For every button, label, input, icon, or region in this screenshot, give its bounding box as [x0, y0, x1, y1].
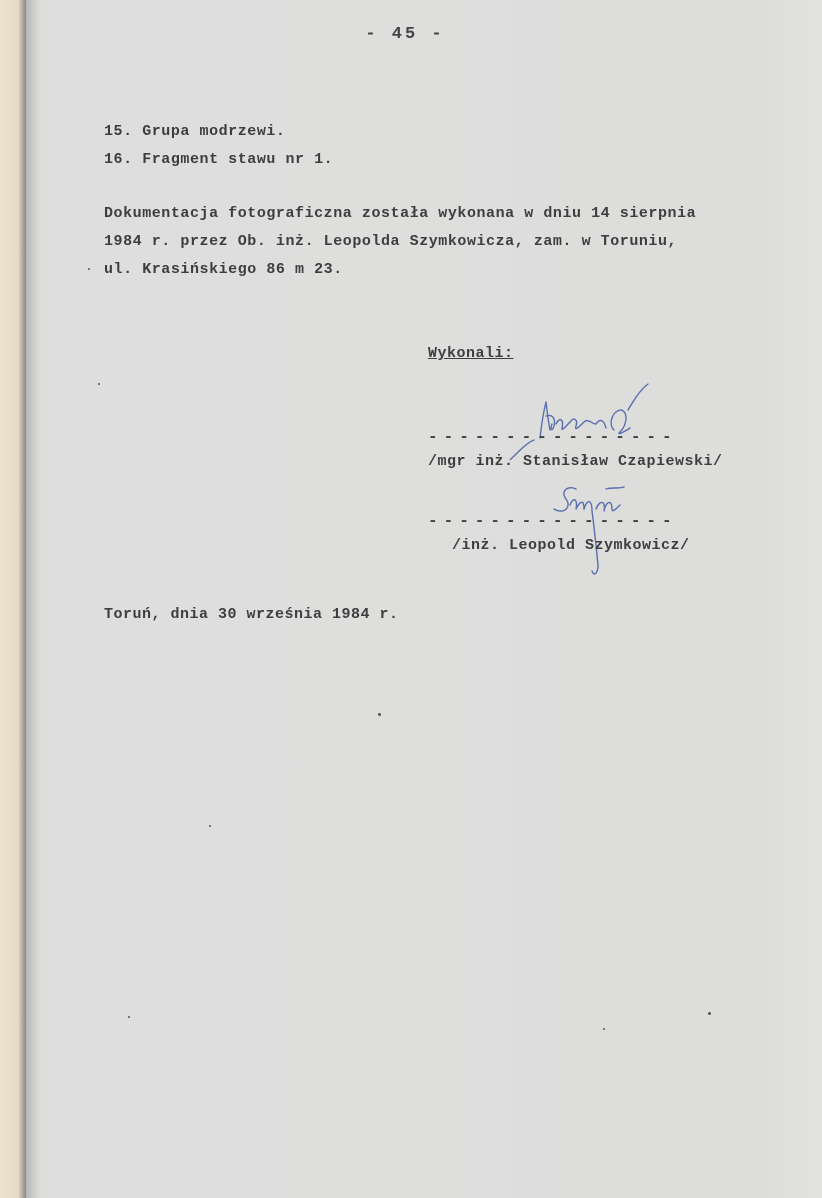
- signer-name-1: /mgr inż. Stanisław Czapiewski/: [428, 453, 723, 470]
- body-paragraph: [104, 200, 784, 284]
- signature-line-2: ----------------: [428, 512, 678, 530]
- paragraph-line: Dokumentacja fotograficzna została wykonana w dniu 14 sierpnia: [104, 205, 697, 222]
- signatures-heading: Wykonali:: [428, 345, 514, 362]
- list-item: 15. Grupa modrzewi.: [104, 123, 286, 140]
- scan-speck: [128, 1016, 130, 1018]
- list-item: 16. Fragment stawu nr 1.: [104, 151, 334, 168]
- scan-speck: [708, 1012, 711, 1015]
- place-and-date: Toruń, dnia 30 września 1984 r.: [104, 606, 399, 623]
- binding-shadow: [26, 0, 40, 1198]
- page-binding-edge: [0, 0, 26, 1198]
- handwritten-signature-czapiewski: [500, 380, 670, 460]
- scan-speck: [603, 1028, 605, 1030]
- paragraph-line: ul. Krasińskiego 86 m 23.: [104, 261, 343, 278]
- signature-line-1: ----------------: [428, 428, 678, 446]
- scan-speck: [378, 713, 381, 716]
- scan-speck: [88, 268, 90, 270]
- paragraph-line: 1984 r. przez Ob. inż. Leopolda Szymkowicza, zam. w Toruniu,: [104, 233, 678, 250]
- signer-name-2: /inż. Leopold Szymkowicz/: [452, 537, 690, 554]
- scan-speck: [98, 383, 100, 385]
- page-number: - 45 -: [365, 25, 445, 44]
- scan-speck: [209, 825, 211, 827]
